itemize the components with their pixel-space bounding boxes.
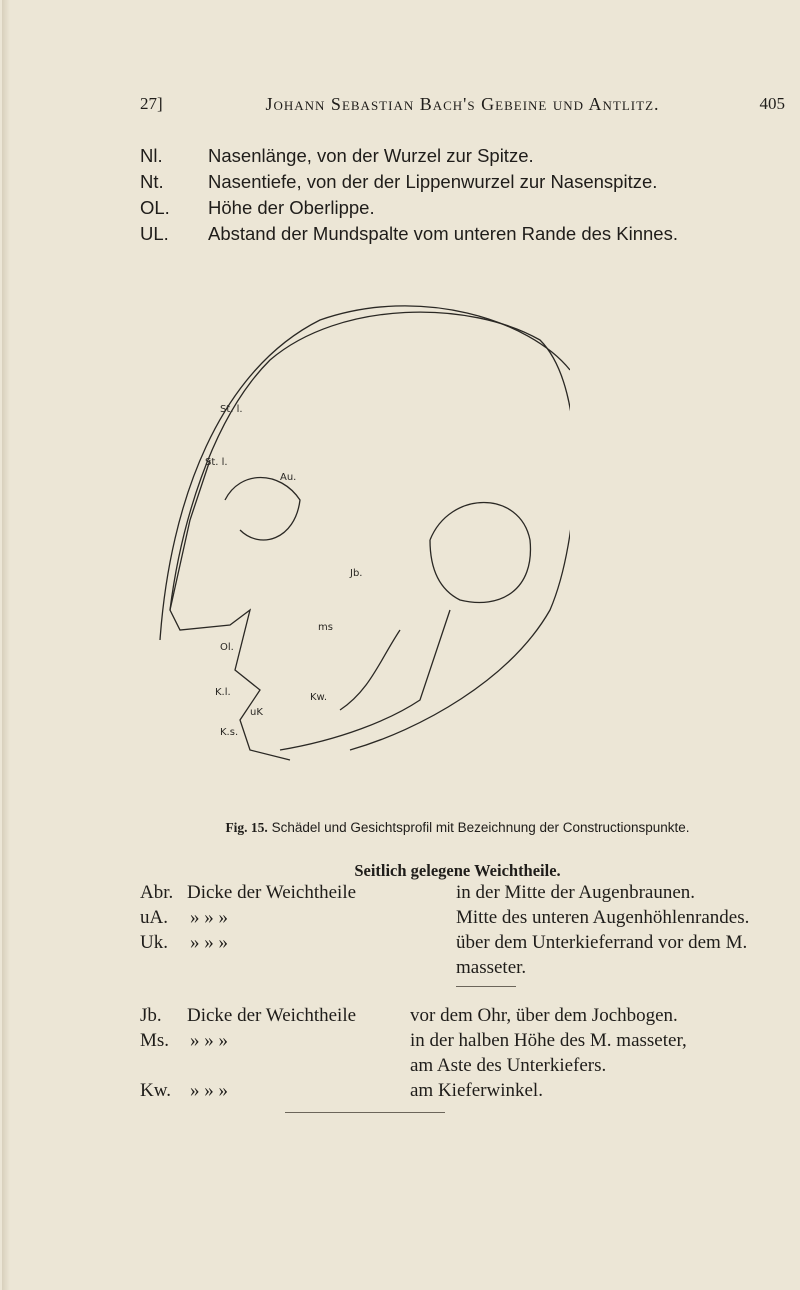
label-au: Au. (280, 472, 297, 483)
label-uk: uK (250, 707, 263, 718)
soft-tissue-row (0, 1080, 800, 1104)
row-key: Uk. (140, 932, 168, 953)
row-text: masseter. (456, 957, 527, 978)
soft-tissue-row-continuation (0, 1055, 800, 1079)
abbr-key: UL. (140, 223, 169, 244)
section-heading: Seitlich gelegene Weichtheile. (354, 861, 561, 880)
running-header (140, 94, 785, 124)
soft-tissue-row (0, 907, 800, 931)
running-title: Johann Sebastian Bach's Gebeine und Antlitz. (265, 94, 660, 114)
label-kl: K.l. (215, 687, 231, 698)
soft-tissue-row (0, 1030, 800, 1054)
row-text: in der Mitte der Augenbraunen. (456, 882, 696, 903)
divider (285, 1112, 445, 1113)
row-text: vor dem Ohr, über dem Jochbogen. (410, 1005, 678, 1026)
label-st2: St. l. (205, 457, 228, 468)
row-key: Ms. (140, 1030, 170, 1051)
row-key: uA. (140, 907, 168, 928)
abbr-key: Nt. (140, 171, 164, 192)
abbr-key: Nl. (140, 145, 163, 166)
abbr-key: OL. (140, 197, 170, 218)
label-jb: Jb. (350, 568, 363, 579)
row-text: am Kieferwinkel. (410, 1080, 543, 1101)
row-ditto: » » » (190, 1080, 228, 1101)
row-prefix: Dicke der Weichtheile (187, 882, 357, 903)
head-outline (160, 306, 570, 640)
label-st1: St. l. (220, 404, 243, 415)
figure-caption (150, 820, 765, 836)
section-number: 27] (140, 94, 163, 113)
abbr-text: Höhe der Oberlippe. (208, 197, 375, 218)
row-text: über dem Unterkieferrand vor dem M. (456, 932, 748, 953)
row-key: Jb. (140, 1005, 162, 1026)
abbr-text: Abstand der Mundspalte vom unteren Rande des Kinnes. (208, 223, 678, 244)
caption-text: Schädel und Gesichtsprofil mit Bezeichnung der Constructionspunkte. (271, 820, 690, 835)
row-text: Mitte des unteren Augenhöhlenrandes. (456, 907, 750, 928)
abbr-text: Nasentiefe, von der der Lippenwurzel zur Nasenspitze. (208, 171, 658, 192)
soft-tissue-row-continuation (0, 957, 800, 981)
row-key: Abr. (140, 882, 174, 903)
ear (430, 503, 530, 603)
row-prefix: Dicke der Weichtheile (187, 1005, 357, 1026)
row-key: Kw. (140, 1080, 171, 1101)
soft-tissue-row (0, 932, 800, 956)
soft-tissue-row (0, 882, 800, 906)
orbit (225, 478, 300, 541)
label-ms: ms (318, 622, 333, 633)
soft-tissue-row (0, 1005, 800, 1029)
row-text: am Aste des Unterkiefers. (410, 1055, 607, 1076)
label-ol: Ol. (220, 642, 234, 653)
label-kw: Kw. (310, 692, 327, 703)
face-profile (170, 460, 290, 760)
row-ditto: » » » (190, 1030, 228, 1051)
row-ditto: » » » (190, 932, 228, 953)
divider (456, 986, 516, 987)
cheek (340, 630, 400, 710)
page-number: 405 (759, 94, 785, 113)
row-ditto: » » » (190, 907, 228, 928)
caption-label: Fig. 15. (225, 820, 268, 835)
abbr-text: Nasenlänge, von der Wurzel zur Spitze. (208, 145, 534, 166)
label-ks: K.s. (220, 727, 239, 738)
skull-outline (170, 312, 570, 750)
row-text: in der halben Höhe des M. masseter, (410, 1030, 687, 1051)
mandible (280, 610, 450, 750)
skull-profile-figure (150, 280, 570, 800)
